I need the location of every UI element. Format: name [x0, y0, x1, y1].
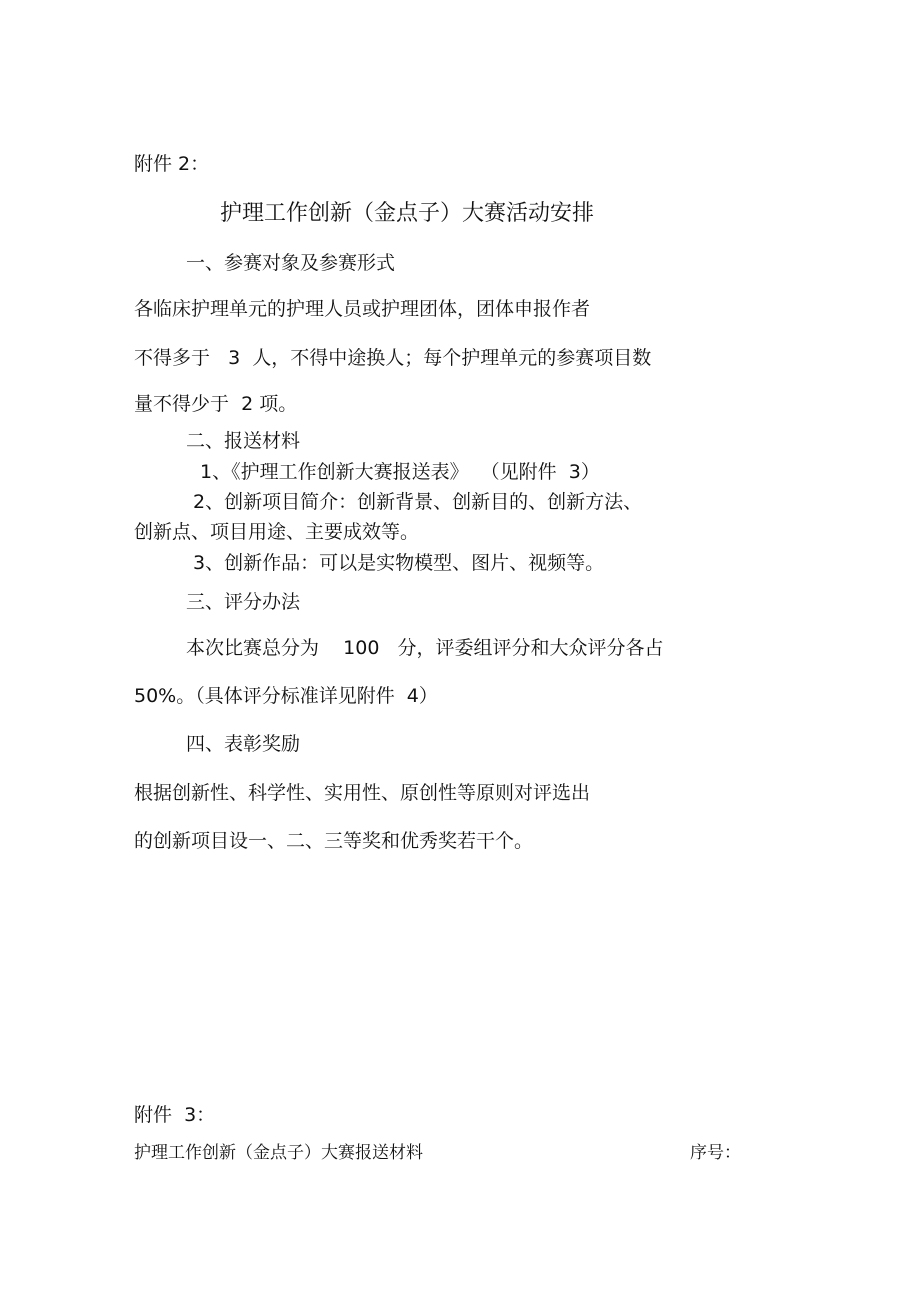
section-3-heading: 三、评分办法 — [186, 591, 301, 613]
section-4-line-1: 根据创新性、科学性、实用性、原创性等原则对评选出 — [134, 782, 591, 804]
section-3-line-2: 50%。（具体评分标准详见附件 4） — [134, 685, 438, 707]
section-4-heading: 四、表彰奖励 — [186, 733, 301, 755]
section-1-heading: 一、参赛对象及参赛形式 — [186, 252, 396, 274]
section-4-line-2: 的创新项目设一、二、三等奖和优秀奖若干个。 — [134, 830, 534, 852]
section-2-heading: 二、报送材料 — [186, 430, 301, 452]
section-2-item-2-line-2: 创新点、项目用途、主要成效等。 — [134, 521, 420, 543]
document-title: 护理工作创新（金点子）大赛活动安排 — [220, 201, 595, 226]
attachment-3-label: 附件 3： — [134, 1104, 216, 1126]
attachment-3-title: 护理工作创新（金点子）大赛报送材料 — [134, 1143, 423, 1163]
serial-number-label: 序号： — [690, 1143, 741, 1163]
section-3-line-1: 本次比赛总分为 100 分，评委组评分和大众评分各占 — [186, 637, 664, 659]
section-2-item-2-line-1: 2、创新项目简介：创新背景、创新目的、创新方法、 — [193, 491, 643, 513]
section-2-item-1: 1、《护理工作创新大赛报送表》 （见附件 3） — [200, 461, 600, 483]
section-1-line-1: 各临床护理单元的护理人员或护理团体，团体申报作者 — [134, 298, 591, 320]
section-1-line-2: 不得多于 3 人，不得中途换人；每个护理单元的参赛项目数 — [134, 347, 652, 369]
attachment-2-label: 附件 2： — [134, 153, 210, 175]
section-2-item-3: 3、创新作品：可以是实物模型、图片、视频等。 — [193, 552, 605, 574]
section-1-line-3: 量不得少于 2 项。 — [134, 393, 298, 415]
